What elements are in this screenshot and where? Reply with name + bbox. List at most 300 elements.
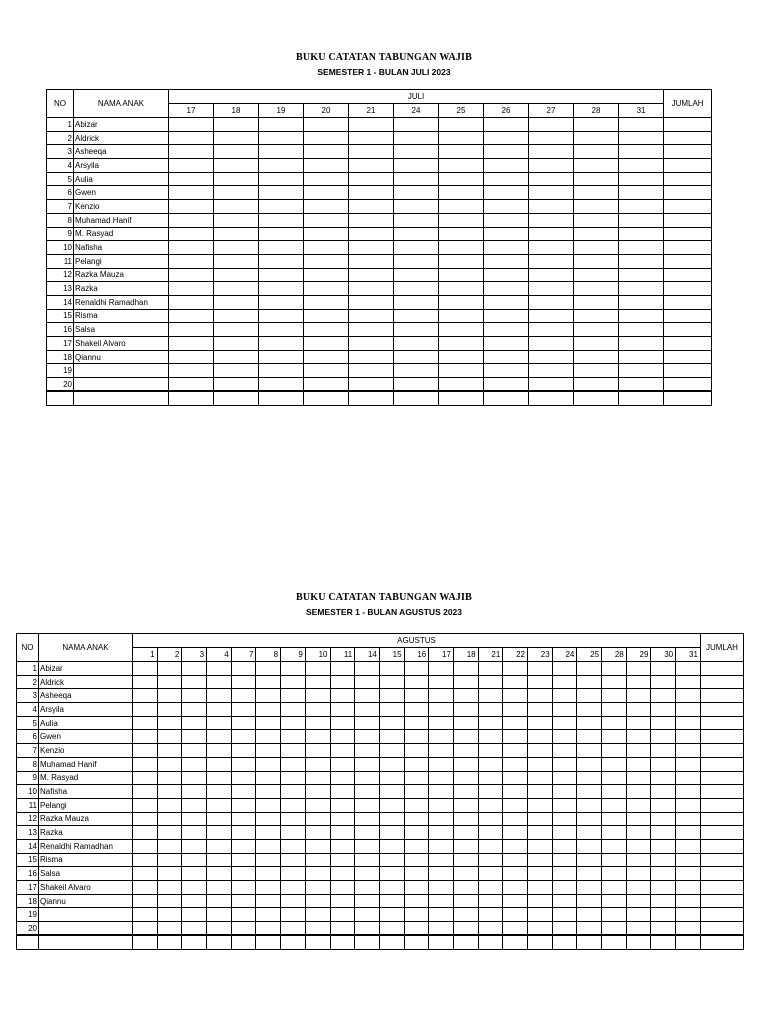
- student-number: 11: [17, 798, 39, 812]
- deposit-cell: [602, 798, 627, 812]
- deposit-cell: [304, 378, 349, 392]
- deposit-cell: [281, 867, 306, 881]
- deposit-cell: [453, 867, 478, 881]
- deposit-cell: [281, 689, 306, 703]
- deposit-cell: [231, 853, 256, 867]
- day-header: 26: [484, 104, 529, 118]
- student-name: Pelangi: [39, 798, 133, 812]
- deposit-cell: [214, 186, 259, 200]
- deposit-cell: [626, 881, 651, 895]
- deposit-cell: [552, 798, 577, 812]
- deposit-cell: [182, 675, 207, 689]
- deposit-cell: [256, 922, 281, 936]
- deposit-cell: [484, 186, 529, 200]
- deposit-cell: [404, 716, 429, 730]
- deposit-cell: [651, 853, 676, 867]
- student-number: 12: [17, 812, 39, 826]
- deposit-cell: [157, 812, 182, 826]
- deposit-cell: [404, 881, 429, 895]
- deposit-cell: [169, 268, 214, 282]
- total-cell: [664, 159, 712, 173]
- deposit-cell: [379, 757, 404, 771]
- deposit-cell: [133, 757, 158, 771]
- deposit-cell: [355, 716, 380, 730]
- deposit-cell: [349, 131, 394, 145]
- total-cell: [700, 730, 743, 744]
- deposit-cell: [281, 839, 306, 853]
- deposit-cell: [379, 771, 404, 785]
- deposit-cell: [439, 186, 484, 200]
- deposit-cell: [503, 785, 528, 799]
- deposit-cell: [256, 689, 281, 703]
- deposit-cell: [626, 744, 651, 758]
- deposit-cell: [169, 309, 214, 323]
- deposit-cell: [429, 812, 454, 826]
- day-header: 25: [577, 648, 602, 662]
- deposit-cell: [355, 894, 380, 908]
- deposit-cell: [552, 771, 577, 785]
- deposit-cell: [169, 118, 214, 132]
- table-row: [47, 145, 712, 159]
- deposit-cell: [379, 894, 404, 908]
- student-number: 17: [17, 881, 39, 895]
- student-number: 18: [17, 894, 39, 908]
- deposit-cell: [281, 675, 306, 689]
- deposit-cell: [602, 716, 627, 730]
- day-header: 28: [574, 104, 619, 118]
- deposit-cell: [394, 131, 439, 145]
- deposit-cell: [676, 675, 701, 689]
- deposit-cell: [379, 853, 404, 867]
- total-cell: [700, 744, 743, 758]
- deposit-cell: [304, 227, 349, 241]
- deposit-cell: [574, 145, 619, 159]
- deposit-cell: [429, 689, 454, 703]
- table-footer-row: [17, 935, 744, 949]
- deposit-cell: [281, 757, 306, 771]
- total-cell: [700, 689, 743, 703]
- deposit-cell: [602, 730, 627, 744]
- student-name: Muhamad Hanif: [74, 213, 169, 227]
- deposit-cell: [626, 662, 651, 676]
- day-header: 24: [394, 104, 439, 118]
- day-header: 18: [453, 648, 478, 662]
- deposit-cell: [503, 730, 528, 744]
- deposit-cell: [304, 282, 349, 296]
- deposit-cell: [651, 785, 676, 799]
- footer-cell: [700, 935, 743, 949]
- deposit-cell: [259, 364, 304, 378]
- deposit-cell: [133, 785, 158, 799]
- deposit-cell: [503, 716, 528, 730]
- table-row: [47, 337, 712, 351]
- deposit-cell: [676, 703, 701, 717]
- deposit-cell: [429, 853, 454, 867]
- footer-cell: [355, 935, 380, 949]
- deposit-cell: [207, 826, 232, 840]
- deposit-cell: [355, 757, 380, 771]
- deposit-cell: [305, 675, 330, 689]
- deposit-cell: [305, 839, 330, 853]
- deposit-cell: [528, 757, 553, 771]
- total-cell: [700, 826, 743, 840]
- table-row: [17, 853, 744, 867]
- deposit-cell: [577, 730, 602, 744]
- deposit-cell: [231, 771, 256, 785]
- deposit-cell: [133, 703, 158, 717]
- deposit-cell: [478, 744, 503, 758]
- deposit-cell: [528, 908, 553, 922]
- august-header: [0, 592, 768, 617]
- deposit-cell: [453, 839, 478, 853]
- deposit-cell: [619, 213, 664, 227]
- deposit-cell: [231, 839, 256, 853]
- deposit-cell: [651, 894, 676, 908]
- deposit-cell: [453, 730, 478, 744]
- deposit-cell: [626, 908, 651, 922]
- deposit-cell: [231, 716, 256, 730]
- deposit-cell: [281, 894, 306, 908]
- deposit-cell: [256, 785, 281, 799]
- student-name: Aldrick: [74, 131, 169, 145]
- deposit-cell: [439, 159, 484, 173]
- deposit-cell: [259, 200, 304, 214]
- student-name: Renaldhi Ramadhan: [74, 295, 169, 309]
- deposit-cell: [214, 378, 259, 392]
- deposit-cell: [676, 716, 701, 730]
- deposit-cell: [182, 908, 207, 922]
- deposit-cell: [259, 323, 304, 337]
- total-cell: [664, 337, 712, 351]
- deposit-cell: [528, 839, 553, 853]
- deposit-cell: [552, 922, 577, 936]
- deposit-cell: [478, 922, 503, 936]
- deposit-cell: [439, 200, 484, 214]
- deposit-cell: [379, 703, 404, 717]
- deposit-cell: [529, 350, 574, 364]
- day-header: 1: [133, 648, 158, 662]
- deposit-cell: [676, 881, 701, 895]
- footer-cell: [676, 935, 701, 949]
- deposit-cell: [478, 757, 503, 771]
- deposit-cell: [214, 227, 259, 241]
- col-name-header: NAMA ANAK: [39, 634, 133, 662]
- deposit-cell: [453, 812, 478, 826]
- deposit-cell: [602, 853, 627, 867]
- deposit-cell: [619, 241, 664, 255]
- footer-cell: [157, 935, 182, 949]
- deposit-cell: [305, 689, 330, 703]
- total-cell: [664, 268, 712, 282]
- deposit-cell: [429, 894, 454, 908]
- day-header: 23: [528, 648, 553, 662]
- deposit-cell: [651, 757, 676, 771]
- col-no-header: NO: [47, 90, 74, 118]
- deposit-cell: [574, 378, 619, 392]
- deposit-cell: [169, 323, 214, 337]
- deposit-cell: [552, 730, 577, 744]
- day-header: 28: [602, 648, 627, 662]
- deposit-cell: [379, 744, 404, 758]
- deposit-cell: [528, 881, 553, 895]
- august-savings-table: [16, 633, 744, 950]
- deposit-cell: [349, 254, 394, 268]
- day-header: 30: [651, 648, 676, 662]
- month-header: JULI: [169, 90, 664, 104]
- deposit-cell: [379, 730, 404, 744]
- deposit-cell: [676, 785, 701, 799]
- deposit-cell: [214, 200, 259, 214]
- deposit-cell: [157, 922, 182, 936]
- deposit-cell: [552, 826, 577, 840]
- deposit-cell: [256, 703, 281, 717]
- total-cell: [700, 867, 743, 881]
- deposit-cell: [478, 881, 503, 895]
- student-name: Arsyila: [39, 703, 133, 717]
- table-row: [17, 798, 744, 812]
- deposit-cell: [577, 716, 602, 730]
- deposit-cell: [394, 282, 439, 296]
- deposit-cell: [429, 839, 454, 853]
- deposit-cell: [330, 812, 355, 826]
- deposit-cell: [207, 798, 232, 812]
- deposit-cell: [133, 662, 158, 676]
- deposit-cell: [528, 675, 553, 689]
- deposit-cell: [619, 131, 664, 145]
- deposit-cell: [626, 894, 651, 908]
- total-cell: [664, 282, 712, 296]
- deposit-cell: [231, 812, 256, 826]
- deposit-cell: [133, 675, 158, 689]
- footer-cell: [529, 391, 574, 405]
- deposit-cell: [305, 826, 330, 840]
- deposit-cell: [379, 798, 404, 812]
- deposit-cell: [552, 812, 577, 826]
- deposit-cell: [528, 703, 553, 717]
- student-name: Razka Mauza: [74, 268, 169, 282]
- deposit-cell: [503, 757, 528, 771]
- deposit-cell: [349, 186, 394, 200]
- deposit-cell: [574, 227, 619, 241]
- day-header: 18: [214, 104, 259, 118]
- day-header: 31: [676, 648, 701, 662]
- table-row: [47, 131, 712, 145]
- deposit-cell: [259, 254, 304, 268]
- deposit-cell: [182, 812, 207, 826]
- deposit-cell: [651, 908, 676, 922]
- student-name: Qiannu: [39, 894, 133, 908]
- student-name: Risma: [39, 853, 133, 867]
- deposit-cell: [182, 689, 207, 703]
- deposit-cell: [259, 118, 304, 132]
- deposit-cell: [133, 867, 158, 881]
- deposit-cell: [231, 881, 256, 895]
- deposit-cell: [169, 337, 214, 351]
- deposit-cell: [231, 662, 256, 676]
- deposit-cell: [281, 908, 306, 922]
- total-cell: [664, 118, 712, 132]
- deposit-cell: [577, 662, 602, 676]
- deposit-cell: [182, 716, 207, 730]
- deposit-cell: [281, 798, 306, 812]
- student-name: Kenzio: [74, 200, 169, 214]
- deposit-cell: [528, 662, 553, 676]
- deposit-cell: [453, 675, 478, 689]
- deposit-cell: [453, 853, 478, 867]
- deposit-cell: [349, 309, 394, 323]
- deposit-cell: [256, 853, 281, 867]
- student-name: Shakeil Alvaro: [74, 337, 169, 351]
- deposit-cell: [503, 867, 528, 881]
- deposit-cell: [207, 716, 232, 730]
- deposit-cell: [503, 839, 528, 853]
- deposit-cell: [484, 268, 529, 282]
- student-name: Gwen: [39, 730, 133, 744]
- deposit-cell: [157, 757, 182, 771]
- student-number: 16: [47, 323, 74, 337]
- deposit-cell: [281, 922, 306, 936]
- deposit-cell: [651, 812, 676, 826]
- col-total-header: JUMLAH: [700, 634, 743, 662]
- table-row: [47, 186, 712, 200]
- deposit-cell: [182, 867, 207, 881]
- deposit-cell: [330, 744, 355, 758]
- deposit-cell: [304, 337, 349, 351]
- deposit-cell: [478, 675, 503, 689]
- deposit-cell: [281, 826, 306, 840]
- deposit-cell: [429, 675, 454, 689]
- deposit-cell: [577, 689, 602, 703]
- deposit-cell: [259, 172, 304, 186]
- deposit-cell: [478, 812, 503, 826]
- footer-cell: [478, 935, 503, 949]
- deposit-cell: [214, 213, 259, 227]
- deposit-cell: [349, 159, 394, 173]
- student-number: 7: [17, 744, 39, 758]
- deposit-cell: [305, 703, 330, 717]
- deposit-cell: [453, 798, 478, 812]
- deposit-cell: [478, 785, 503, 799]
- deposit-cell: [207, 785, 232, 799]
- deposit-cell: [231, 757, 256, 771]
- footer-cell: [256, 935, 281, 949]
- deposit-cell: [552, 785, 577, 799]
- deposit-cell: [259, 227, 304, 241]
- deposit-cell: [484, 254, 529, 268]
- deposit-cell: [404, 757, 429, 771]
- deposit-cell: [304, 323, 349, 337]
- day-header: 9: [281, 648, 306, 662]
- deposit-cell: [281, 716, 306, 730]
- student-name: Risma: [74, 309, 169, 323]
- deposit-cell: [676, 744, 701, 758]
- deposit-cell: [619, 378, 664, 392]
- deposit-cell: [503, 922, 528, 936]
- deposit-cell: [676, 908, 701, 922]
- table-row: [47, 323, 712, 337]
- deposit-cell: [157, 839, 182, 853]
- deposit-cell: [349, 323, 394, 337]
- deposit-cell: [304, 118, 349, 132]
- deposit-cell: [256, 908, 281, 922]
- footer-cell: [74, 391, 169, 405]
- table-row: [47, 159, 712, 173]
- deposit-cell: [619, 323, 664, 337]
- total-cell: [700, 812, 743, 826]
- day-header: 19: [259, 104, 304, 118]
- deposit-cell: [157, 785, 182, 799]
- student-name: Abizar: [74, 118, 169, 132]
- deposit-cell: [439, 118, 484, 132]
- deposit-cell: [478, 703, 503, 717]
- footer-cell: [453, 935, 478, 949]
- deposit-cell: [182, 730, 207, 744]
- deposit-cell: [379, 908, 404, 922]
- deposit-cell: [453, 922, 478, 936]
- deposit-cell: [157, 744, 182, 758]
- deposit-cell: [207, 853, 232, 867]
- deposit-cell: [503, 675, 528, 689]
- student-number: 14: [47, 295, 74, 309]
- deposit-cell: [404, 730, 429, 744]
- deposit-cell: [429, 867, 454, 881]
- deposit-cell: [355, 812, 380, 826]
- deposit-cell: [182, 798, 207, 812]
- deposit-cell: [133, 812, 158, 826]
- total-cell: [664, 227, 712, 241]
- deposit-cell: [182, 826, 207, 840]
- deposit-cell: [439, 241, 484, 255]
- total-cell: [664, 186, 712, 200]
- deposit-cell: [651, 662, 676, 676]
- deposit-cell: [256, 839, 281, 853]
- deposit-cell: [256, 675, 281, 689]
- deposit-cell: [429, 662, 454, 676]
- deposit-cell: [478, 662, 503, 676]
- footer-cell: [169, 391, 214, 405]
- deposit-cell: [305, 716, 330, 730]
- table-row: [17, 881, 744, 895]
- deposit-cell: [207, 744, 232, 758]
- student-number: 20: [47, 378, 74, 392]
- deposit-cell: [577, 757, 602, 771]
- deposit-cell: [619, 364, 664, 378]
- deposit-cell: [349, 213, 394, 227]
- deposit-cell: [182, 894, 207, 908]
- deposit-cell: [528, 867, 553, 881]
- deposit-cell: [330, 826, 355, 840]
- deposit-cell: [207, 867, 232, 881]
- deposit-cell: [133, 798, 158, 812]
- student-number: 14: [17, 839, 39, 853]
- deposit-cell: [529, 186, 574, 200]
- deposit-cell: [355, 744, 380, 758]
- deposit-cell: [619, 172, 664, 186]
- deposit-cell: [304, 145, 349, 159]
- total-cell: [700, 839, 743, 853]
- deposit-cell: [602, 908, 627, 922]
- deposit-cell: [404, 771, 429, 785]
- deposit-cell: [619, 118, 664, 132]
- deposit-cell: [429, 908, 454, 922]
- student-number: 2: [47, 131, 74, 145]
- deposit-cell: [231, 689, 256, 703]
- deposit-cell: [552, 716, 577, 730]
- deposit-cell: [439, 323, 484, 337]
- deposit-cell: [503, 798, 528, 812]
- deposit-cell: [207, 881, 232, 895]
- deposit-cell: [133, 744, 158, 758]
